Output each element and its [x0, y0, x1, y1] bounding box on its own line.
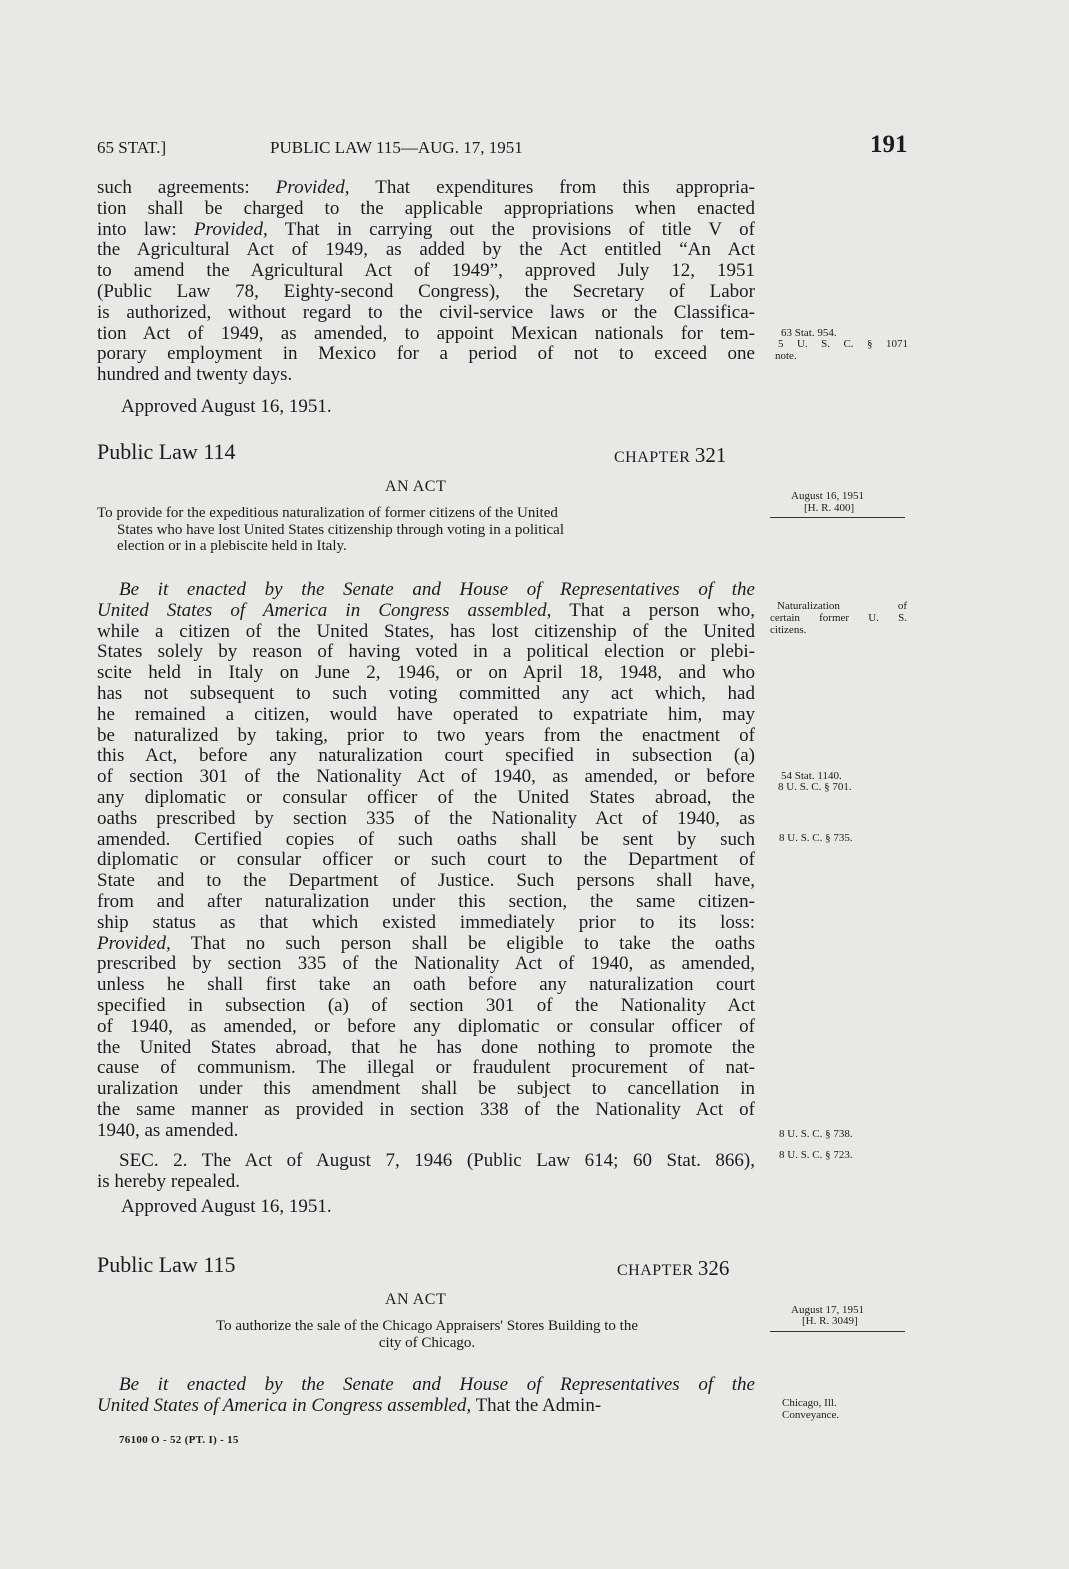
law-115-topic-line-1: Chicago, Ill. — [782, 1397, 837, 1409]
text-line — [97, 1058, 755, 1079]
law-114-ref-usc-701: 8 U. S. C. § 701. — [778, 781, 852, 793]
text-run: this Act, before any naturalization court specified in subsection (a) — [97, 745, 755, 767]
law-114-ref-usc-723: 8 U. S. C. § 723. — [779, 1149, 853, 1161]
purpose-line: election or in a plebiscite held in Italy. — [117, 538, 347, 554]
law-114-chapter-number: 321 — [694, 443, 727, 467]
text-line — [97, 1151, 755, 1172]
text-line — [97, 1017, 755, 1038]
text-run: from and after naturalization under this section, the same citizen- — [97, 890, 755, 912]
text-line — [97, 601, 755, 622]
text-run: That expenditures from this appropria- — [349, 177, 755, 198]
text-line — [97, 892, 755, 913]
italic-text: United States of America in Congress assembled, — [97, 1394, 472, 1416]
text-line — [97, 580, 755, 601]
text-run: unless he shall first take an oath before any naturalization court — [97, 974, 755, 996]
law-115-margin-rule — [770, 1331, 905, 1332]
purpose-line: city of Chicago. — [378, 1334, 476, 1351]
text-run: That no such person shall be eligible to take the oaths — [170, 932, 755, 954]
purpose-line: To provide for the expeditious naturalization of former citizens of the United — [97, 505, 558, 521]
text-line — [97, 705, 755, 726]
law-114-chapter-label: CHAPTER — [614, 449, 691, 466]
text-run: tion shall be charged to the applicable appropriations when enacted — [97, 197, 755, 219]
text-line — [97, 303, 755, 324]
text-run: the Agricultural Act of 1949, as added by the Act entitled “An Act — [97, 239, 755, 261]
text-line — [97, 220, 755, 241]
text-run: of section 301 of the Nationality Act of 1940, as amended, or before — [97, 766, 755, 788]
text-line — [97, 871, 755, 892]
law-114-ref-stat: 54 Stat. 1140. — [781, 770, 842, 782]
law-115-bill-note: [H. R. 3049] — [802, 1315, 858, 1327]
law-114-body — [97, 580, 755, 1142]
law-115-topic-note — [782, 1397, 839, 1421]
text-run: specified in subsection (a) of section 301 of the Nationality Act — [97, 994, 755, 1016]
law-114-margin-rule — [770, 517, 905, 518]
law-115-purpose — [97, 1318, 757, 1351]
text-line — [97, 261, 755, 282]
law-114-topic-line-1: Naturalization of — [777, 600, 907, 612]
italic-text: Be it enacted by the Senate and House of Representatives of the — [119, 579, 755, 600]
law-114-title: Public Law 114 — [97, 439, 236, 464]
text-run: while a citizen of the United States, has lost citizenship of the United — [97, 620, 755, 642]
law-115-chapter — [617, 1256, 729, 1281]
text-run: ship status as that which existed immediately prior to its loss: — [97, 911, 755, 933]
text-line — [97, 809, 755, 830]
law-115-chapter-number: 326 — [697, 1256, 730, 1280]
text-line — [97, 1100, 755, 1121]
law-114-ref-usc-735: 8 U. S. C. § 735. — [779, 832, 853, 844]
law-115-title: Public Law 115 — [97, 1252, 236, 1277]
text-run: the same manner as provided in section 338 of the Nationality Act of — [97, 1098, 755, 1120]
text-run: scite held in Italy on June 2, 1946, or on April 18, 1948, and who — [97, 662, 755, 684]
text-line — [97, 324, 755, 345]
text-line — [97, 746, 755, 767]
law-114-topic-note — [770, 600, 907, 636]
text-line — [97, 1396, 755, 1417]
text-run: is authorized, without regard to the civil-service laws or the Classifica- — [97, 301, 755, 323]
text-run: SEC. 2. The Act of August 7, 1946 (Public Law 614; 60 Stat. 866), — [119, 1150, 755, 1171]
text-run: any diplomatic or consular officer of the United States abroad, the — [97, 786, 755, 808]
text-run: State and to the Department of Justice. Such persons shall have, — [97, 870, 755, 892]
margin-citation-stat: 63 Stat. 954. — [781, 327, 837, 339]
text-line — [97, 178, 755, 199]
text-line — [97, 788, 755, 809]
text-run: of 1940, as amended, or before any diplomatic or consular officer of — [97, 1015, 755, 1037]
text-run: such agreements: — [97, 177, 276, 198]
text-run: That the Admin- — [471, 1394, 602, 1416]
text-line — [97, 830, 755, 851]
text-run: hundred and twenty days. — [97, 364, 293, 386]
text-line — [97, 726, 755, 747]
text-line — [97, 975, 755, 996]
text-line — [97, 850, 755, 871]
law-114-section-2 — [97, 1151, 755, 1193]
italic-text: Provided, — [275, 177, 350, 198]
purpose-line: To authorize the sale of the Chicago Appraisers' Stores Building to the — [216, 1318, 638, 1334]
text-line — [97, 954, 755, 975]
text-line — [97, 344, 755, 365]
law-115-body — [97, 1375, 755, 1417]
text-run: the United States abroad, that he has done nothing to promote the — [97, 1036, 755, 1058]
text-run: uralization under this amendment shall be subject to cancellation in — [97, 1078, 755, 1100]
text-run: be naturalized by taking, prior to two years from the enactment of — [97, 724, 755, 746]
italic-text: United States of America in Congress assembled, — [97, 599, 552, 621]
print-code-footer: 76100 O - 52 (PT. I) - 15 — [119, 1434, 239, 1446]
text-line — [97, 1079, 755, 1100]
text-line — [97, 282, 755, 303]
text-line — [97, 1172, 755, 1193]
text-run: That in carrying out the provisions of title V of — [267, 218, 755, 240]
margin-citation-usc: 5 U. S. C. § 1071 — [778, 338, 908, 350]
law-114-topic-line-2: certain former U. S. — [770, 612, 907, 624]
text-line — [97, 365, 755, 386]
text-run: (Public Law 78, Eighty-second Congress), the Secretary of Labor — [97, 280, 755, 302]
text-run: States solely by reason of having voted in a political election or plebi- — [97, 641, 755, 663]
law-114-purpose — [97, 505, 757, 555]
law-114-chapter — [614, 443, 726, 468]
text-line — [97, 240, 755, 261]
text-run: 1940, as amended. — [97, 1119, 239, 1141]
text-line — [97, 199, 755, 220]
running-head-title: PUBLIC LAW 115—AUG. 17, 1951 — [270, 138, 523, 157]
law-114-ref-usc-738: 8 U. S. C. § 738. — [779, 1128, 853, 1140]
text-line — [97, 934, 755, 955]
purpose-line: States who have lost United States citizenship through voting in a political — [117, 521, 565, 538]
text-line — [97, 1375, 755, 1396]
text-run: is hereby repealed. — [97, 1170, 240, 1192]
text-line — [97, 622, 755, 643]
italic-text: Provided, — [97, 932, 171, 954]
law-114-an-act: AN ACT — [385, 478, 447, 495]
text-run: diplomatic or consular officer or such court to the Department of — [97, 849, 755, 871]
text-line — [97, 913, 755, 934]
italic-text: Provided, — [194, 218, 268, 240]
text-run: has not subsequent to such voting committed any act which, had — [97, 682, 755, 704]
text-run: cause of communism. The illegal or fraudulent procurement of nat- — [97, 1057, 755, 1079]
text-run: into law: — [97, 218, 195, 240]
text-line — [97, 1038, 755, 1059]
continuation-approved-line: Approved August 16, 1951. — [121, 396, 332, 417]
text-run: oaths prescribed by section 335 of the Nationality Act of 1940, as — [97, 807, 755, 829]
law-114-bill-note: [H. R. 400] — [804, 502, 855, 514]
law-114-approved-line: Approved August 16, 1951. — [121, 1196, 332, 1217]
law-115-date-note: August 17, 1951 — [791, 1304, 865, 1316]
text-run: prescribed by section 335 of the Nationality Act of 1940, as amended, — [97, 953, 755, 975]
continuation-paragraph — [97, 178, 755, 386]
text-line — [97, 663, 755, 684]
page-number: 191 — [870, 131, 908, 158]
law-115-topic-line-2: Conveyance. — [782, 1409, 840, 1421]
text-run: to amend the Agricultural Act of 1949”, approved July 12, 1951 — [97, 260, 755, 282]
text-run: porary employment in Mexico for a period of not to exceed one — [97, 343, 755, 365]
italic-text: Be it enacted by the Senate and House of Representatives of the — [119, 1374, 755, 1395]
text-line — [97, 684, 755, 705]
text-run: tion Act of 1949, as amended, to appoint Mexican nationals for tem- — [97, 322, 755, 344]
law-114-date-note: August 16, 1951 — [791, 490, 865, 502]
text-line — [97, 996, 755, 1017]
text-line — [97, 1121, 755, 1142]
text-line — [97, 642, 755, 663]
law-115-chapter-label: CHAPTER — [617, 1262, 694, 1279]
margin-citation-note: note. — [775, 350, 797, 362]
law-114-topic-line-3: citizens. — [770, 624, 807, 636]
text-run: That a person who, — [551, 599, 755, 621]
text-run: he remained a citizen, would have operated to expatriate him, may — [97, 703, 755, 725]
text-run: amended. Certified copies of such oaths shall be sent by such — [97, 828, 755, 850]
running-head-volume: 65 STAT.] — [97, 138, 167, 157]
text-line — [97, 767, 755, 788]
law-115-an-act: AN ACT — [385, 1291, 447, 1308]
